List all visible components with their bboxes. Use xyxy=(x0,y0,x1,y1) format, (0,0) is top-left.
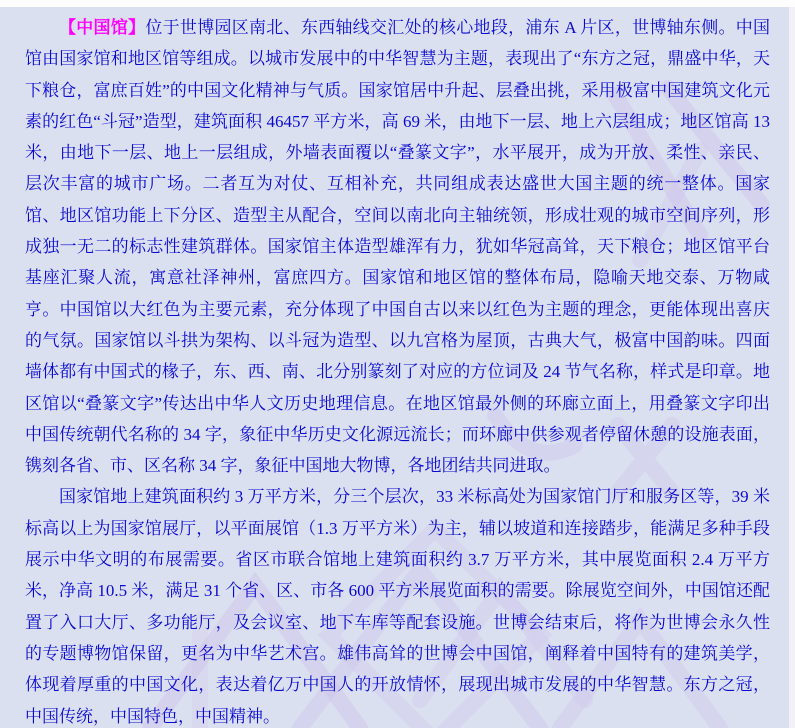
paragraph-overview-text: 位于世博园区南北、东西轴线交汇处的核心地段，浦东 A 片区，世博轴东侧。中国馆由国家馆和地区馆等组成。以城市发展中的中华智慧为主题，表现出了“东方之冠，鼎盛中华，天下粮仓，富庶百姓”的中国文化精神与气质。国家馆居中升起、层叠出挑，采用极富中国建筑文化元素的红色“斗冠”造型，建筑面积 46457 平方米，高 69 米，由地下一层、地上六层组成；地区馆高 13 米，由地下一层、地上一层组成，外墙表面覆以“叠篆文字”，水平展开，成为开放、柔性、亲民、层次丰富的城市广场。二者互为对仗、互相补充，共同组成表达盛世大国主题的统一整体。国家馆、地区馆功能上下分区、造型主从配合，空间以南北向主轴统领，形成壮观的城市空间序列，形成独一无二的标志性建筑群体。国家馆主体造型雄浑有力，犹如华冠高耸，天下粮仓；地区馆平台基座汇聚人流，寓意社泽神州，富庶四方。国家馆和地区馆的整体布局，隐喻天地交泰、万物咸亨。中国馆以大红色为主要元素，充分体现了中国自古以来以红色为主题的理念，更能体现出喜庆的气氛。国家馆以斗拱为架构、以斗冠为造型、以九宫格为屋顶，古典大气，极富中国韵味。四面墙体都有中国式的椽子，东、西、南、北分别篆刻了对应的方位词及 24 节气名称，样式是印章。地区馆以“叠篆文字”传达出中华人文历史地理信息。在地区馆最外侧的环廊立面上，用叠篆文字印出中国传统朝代名称的 34 字，象征中华历史文化源远流长；而环廊中供参观者停留休憩的设施表面，镌刻各省、市、区名称 34 字，象征中国地大物博，各地团结共同进取。 xyxy=(25,18,771,476)
paragraph-details: 国家馆地上建筑面积约 3 万平方米，分三个层次，33 米标高处为国家馆门厅和服务区等，39 米标高以上为国家馆展厅，以平面展馆（1.3 万平方米）为主，辅以坡道和连接踏步，能满足多种手段展示中华文明的布展需要。省区市联合馆地上建筑面积约 3.7 万平方米，其中展览面积 2.4 万平方米，净高 10.5 米，满足 31 个省、区、市各 600 平方米展览面积的需要。除展览空间外，中国馆还配置了入口大厅、多功能厅，及会议室、地下车库等配套设施。世博会结束后，将作为世博会永久性的专题博物馆保留，更名为中华艺术宫。雄伟高耸的世博会中国馆，阐释着中国特有的建筑美学，体现着厚重的中国文化，表达着亿万中国人的开放情怀，展现出城市发展的中华智慧。东方之冠，中国传统，中国特色，中国精神。 xyxy=(25,487,770,726)
article-body xyxy=(25,7,770,728)
paragraph-overview xyxy=(25,12,770,481)
page-right-edge xyxy=(789,7,795,728)
pavilion-heading: 【中国馆】 xyxy=(59,18,146,37)
page-top-edge xyxy=(0,0,795,7)
